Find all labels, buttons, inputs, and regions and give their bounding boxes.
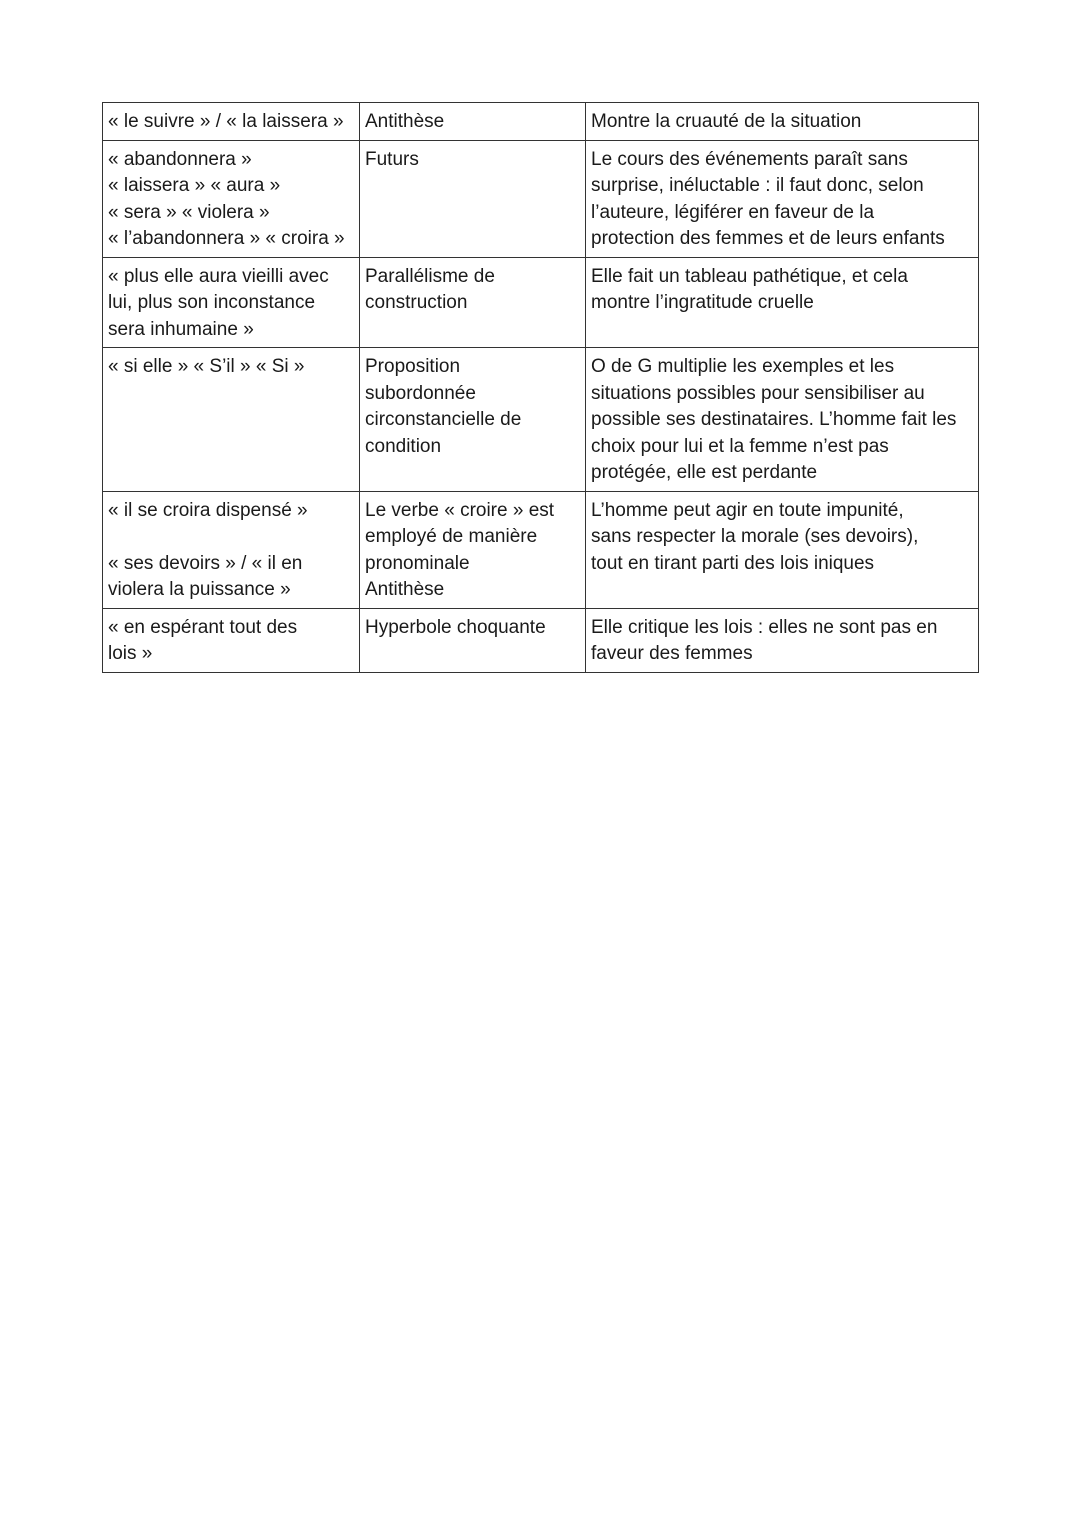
quote-line: « abandonnera »	[108, 148, 252, 170]
device-line: pronominale	[365, 552, 470, 574]
device-line: subordonnée	[365, 382, 476, 404]
effect-line: Elle critique les lois : elles ne sont pas en	[591, 616, 938, 638]
device-line: circonstancielle de	[365, 409, 522, 430]
quote-line: lois »	[108, 643, 153, 664]
device-line: Hyperbole choquante	[365, 616, 546, 638]
blank-line	[108, 524, 355, 551]
quote-cell	[103, 491, 360, 608]
effect-line: protégée, elle est perdante	[591, 462, 818, 483]
device-line: Antithèse	[365, 111, 445, 132]
device-line: condition	[365, 435, 442, 457]
effect-line: faveur des femmes	[591, 643, 753, 664]
device-line: Antithèse	[365, 579, 445, 600]
table-row	[103, 103, 979, 141]
effect-line: possible ses destinataires. L’homme fait les	[591, 409, 957, 430]
effect-cell	[586, 103, 979, 141]
quote-cell	[103, 103, 360, 141]
device-line: Parallélisme de	[365, 265, 495, 287]
quote-cell	[103, 608, 360, 672]
analysis-table	[102, 102, 979, 673]
device-line: Le verbe « croire » est	[365, 499, 555, 521]
quote-line: « si elle » « S’il » « Si »	[108, 356, 305, 377]
quote-line: « en espérant tout des	[108, 616, 298, 638]
effect-line: surprise, inéluctable : il faut donc, selon	[591, 175, 924, 196]
effect-line: O de G multiplie les exemples et les	[591, 356, 895, 377]
effect-cell	[586, 348, 979, 492]
table-row	[103, 491, 979, 608]
device-cell	[360, 348, 586, 492]
table-row	[103, 608, 979, 672]
table-row	[103, 348, 979, 492]
effect-cell	[586, 608, 979, 672]
quote-line: « plus elle aura vieilli avec	[108, 265, 329, 287]
device-cell	[360, 257, 586, 348]
device-cell	[360, 140, 586, 257]
quote-line: « il se croira dispensé »	[108, 499, 308, 521]
effect-line: choix pour lui et la femme n’est pas	[591, 435, 889, 457]
effect-line: Elle fait un tableau pathétique, et cela	[591, 265, 908, 287]
effect-line: situations possibles pour sensibiliser au	[591, 382, 925, 404]
effect-line: protection des femmes et de leurs enfants	[591, 228, 945, 249]
effect-line: Le cours des événements paraît sans	[591, 148, 908, 170]
device-cell	[360, 103, 586, 141]
effect-line: montre l’ingratitude cruelle	[591, 292, 814, 313]
device-line: construction	[365, 292, 468, 313]
effect-cell	[586, 140, 979, 257]
quote-line: « l’abandonnera » « croira »	[108, 228, 345, 249]
effect-line: tout en tirant parti des lois iniques	[591, 552, 875, 574]
effect-line: l’auteure, légiférer en faveur de la	[591, 201, 875, 223]
quote-line: « sera » « violera »	[108, 201, 270, 223]
device-line: Proposition	[365, 356, 461, 377]
table-row	[103, 257, 979, 348]
effect-line: L’homme peut agir en toute impunité,	[591, 499, 904, 521]
effect-cell	[586, 491, 979, 608]
effect-line: Montre la cruauté de la situation	[591, 111, 862, 132]
device-cell	[360, 491, 586, 608]
effect-cell	[586, 257, 979, 348]
effect-line: sans respecter la morale (ses devoirs),	[591, 526, 919, 547]
quote-line: « ses devoirs » / « il en	[108, 552, 303, 574]
device-cell	[360, 608, 586, 672]
device-line: Futurs	[365, 148, 419, 170]
table-row	[103, 140, 979, 257]
quote-line: violera la puissance »	[108, 579, 291, 600]
device-line: employé de manière	[365, 526, 538, 547]
quote-cell	[103, 140, 360, 257]
quote-cell	[103, 257, 360, 348]
quote-line: « laissera » « aura »	[108, 175, 281, 196]
quote-line: lui, plus son inconstance	[108, 292, 316, 313]
quote-line: « le suivre » / « la laissera »	[108, 111, 344, 132]
quote-cell	[103, 348, 360, 492]
quote-line: sera inhumaine »	[108, 318, 254, 340]
